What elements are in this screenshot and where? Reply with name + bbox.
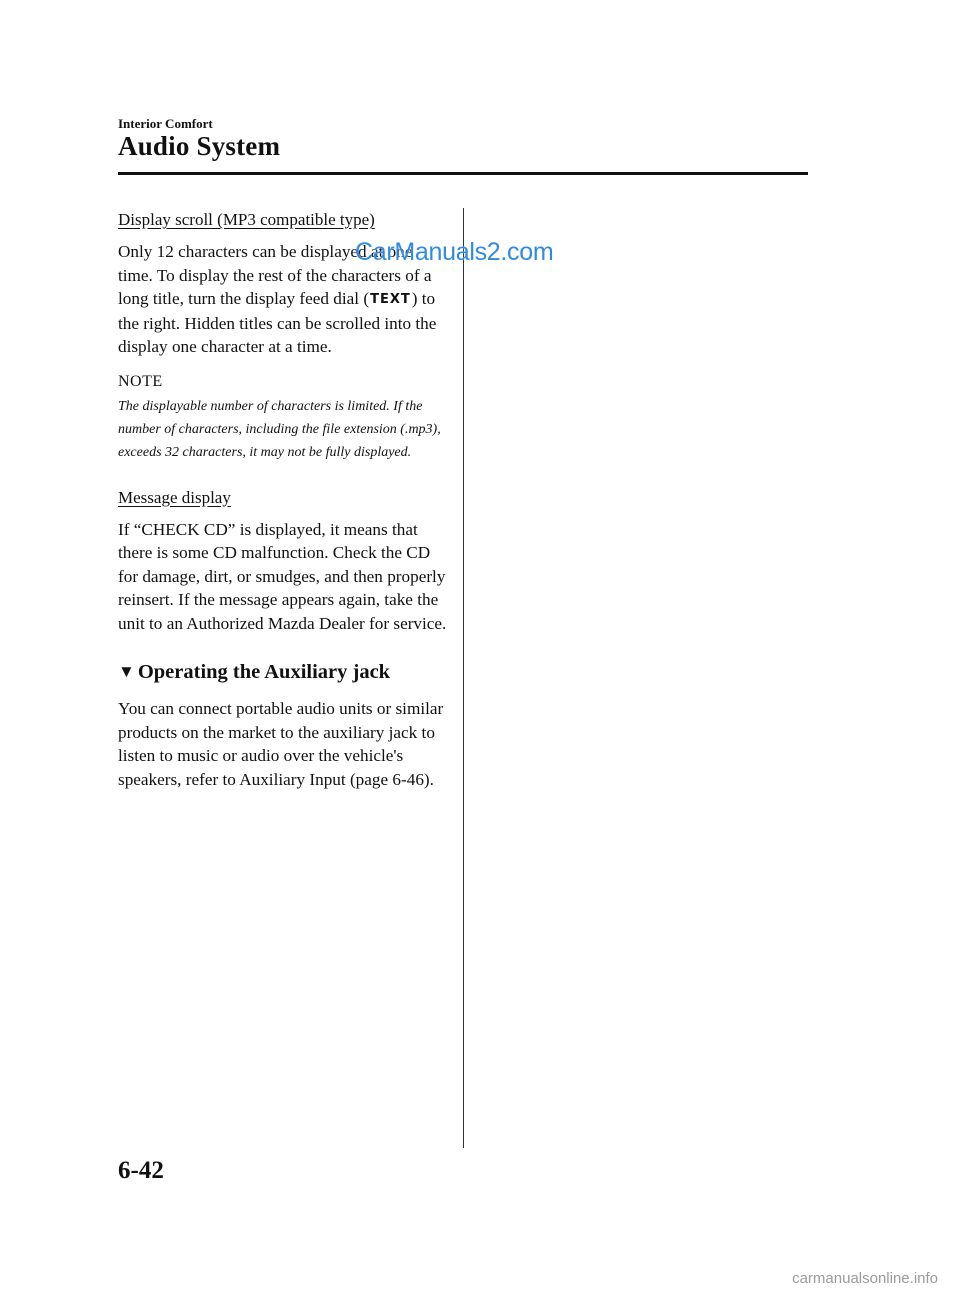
spacer <box>118 464 448 486</box>
chapter-title: Audio System <box>118 131 281 161</box>
display-scroll-text-b: ) to the right. Hidden titles can be scrolled into the display one character at a time. <box>118 289 437 356</box>
watermark-logo: CarManuals2.com <box>355 238 554 266</box>
note-text: The displayable number of characters is limited. If the number of characters, including the file extension (.mp3), exceeds 32 characters, it may not be fully displayed. <box>118 398 441 460</box>
page-number: 6-42 <box>118 1157 164 1184</box>
auxiliary-text: You can connect portable audio units or similar products on the market to the auxiliary jack to listen to music or audio over the vehicle's speakers, refer to Auxiliary Input (page 6-46). <box>118 699 444 789</box>
auxiliary-heading <box>118 659 448 685</box>
column-divider <box>463 208 464 1148</box>
display-scroll-text-a: Only 12 characters can be displayed at one time. To display the rest of the characters of a long title, turn the display feed dial ( <box>118 242 432 308</box>
message-display-text: If “CHECK CD” is displayed, it means that there is some CD malfunction. Check the CD for damage, dirt, or smudges, and then properly reinsert. If the message appears again, take the unit to an Authorized Mazda Dealer for service. <box>118 519 447 633</box>
section-label: Interior Comfort <box>118 116 213 131</box>
message-display-heading: Message display <box>118 487 231 507</box>
left-column <box>118 208 448 791</box>
footer-site-link[interactable]: carmanualsonline.info <box>792 1270 938 1287</box>
auxiliary-heading-text: Operating the Auxiliary jack <box>137 661 391 683</box>
note-label: NOTE <box>118 372 163 390</box>
triangle-marker-icon: ▼ <box>118 662 135 681</box>
spacer <box>118 635 448 659</box>
header-rule <box>118 172 808 175</box>
text-key-icon: TEXT <box>370 292 411 307</box>
display-scroll-heading: Display scroll (MP3 compatible type) <box>118 210 375 229</box>
